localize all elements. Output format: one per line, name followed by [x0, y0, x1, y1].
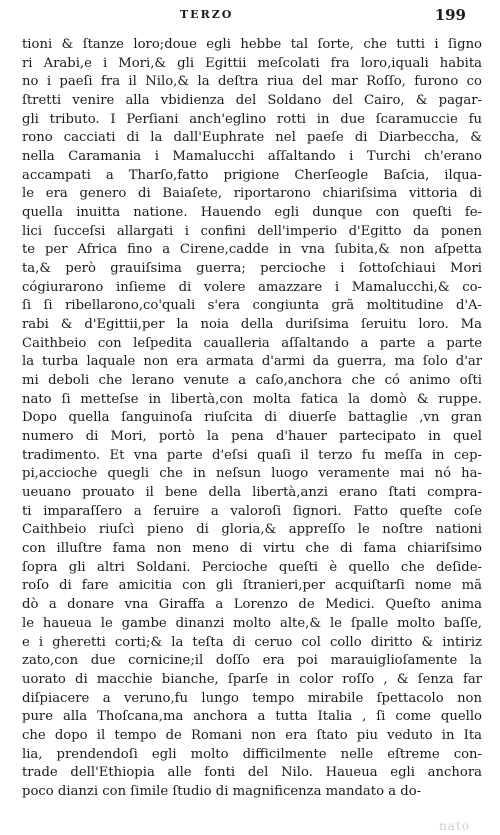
text-line: nato ſi metteſse in libertà,con molta fatica la domò & ruppe. [22, 391, 482, 407]
text-line: le haueua le gambe dinanzi molto alte,& le ſpalle molto baſſe, [22, 615, 482, 631]
text-line: te per Africa fino a Cirene,cadde in vna ſubita,& non aſpetta [22, 242, 482, 258]
text-line: gli tributo. I Perſiani anch'eglino rotti in due ſcaramuccie fu [22, 111, 482, 127]
text-line: Dopo quella ſanguinoſa riuſcita di diuerſe battaglie ,vn gran [22, 410, 482, 426]
text-line: pi,accioche quegli che in neſsun luogo veramente mai nó ha- [22, 466, 482, 482]
text-line: ri Arabi,e i Mori,& gli Egittii meſcolati fra loro,iquali habita [22, 55, 482, 71]
text-line: accampati a Tharſo,fatto prigione Cherſeogle Baſcia, ilqua- [22, 167, 482, 183]
running-head: TERZO [180, 8, 234, 21]
text-line: la turba laquale non era armata d'armi da guerra, ma ſolo d'ar [22, 354, 482, 370]
text-line: diſpiacere a veruno,fu lungo tempo mirabile ſpettacolo non [22, 690, 482, 706]
text-line: zato,con due cornicine;il doſſo era poi marauiglioſamente la [22, 653, 482, 669]
text-line: roſo di fare amicitia con gli ſtranieri,per acquiſtarſi nome mã [22, 578, 482, 594]
text-line: pure alla Thoſcana,ma anchora a tutta Italia , ſi come quello [22, 709, 482, 725]
text-line: trade dell'Ethiopia alle fonti del Nilo. Haueua egli anchora [22, 765, 482, 781]
text-line: le era genero di Baiaſete, riportarono chiariſsima vittoria di [22, 186, 482, 202]
text-line: lia, prendendoſi egli molto difficilmente nelle eſtreme con- [22, 746, 482, 762]
text-line: ti imparaſſero a ſeruire a valoroſi ſignori. Fatto queſte coſe [22, 503, 482, 519]
text-line: ſopra gli altri Soldani. Percioche queſti è quello che deſide- [22, 559, 482, 575]
text-line: con illuſtre fama non meno di virtu che di fama chiariſsimo [22, 541, 482, 557]
text-line: numero di Mori, portò la pena d'hauer partecipato in quel [22, 429, 482, 445]
text-line: tradimento. Et vna parte d'eſsi quaſi il terzo fu meſſa in cep- [22, 447, 482, 463]
text-line: rabi & d'Egittii,per la noia della duriſsima ſeruitu loro. Ma [22, 317, 482, 333]
text-line: mi deboli che lerano venute a caſo,anchora che có animo oſti [22, 373, 482, 389]
text-line: Caithbeio riuſcì pieno di gloria,& appreſſo le noſtre nationi [22, 522, 482, 538]
text-line: ſtretti venire alla vbidienza del Soldano del Cairo, & pagar- [22, 93, 482, 109]
text-line: ſi ſi ribellarono,co'quali s'era congiunta grã moltitudine d'A- [22, 298, 482, 314]
text-line: uorato di macchie bianche, ſparſe in color roſſo , & ſenza far [22, 671, 482, 687]
page-number: 199 [434, 6, 466, 24]
text-line: no i paeſi fra il Nilo,& la deſtra riua del mar Roſſo, furono co [22, 74, 482, 90]
text-line: cógiurarono inſieme di volere amazzare i Mamalucchi,& co- [22, 279, 482, 295]
text-line: poco dianzi con ſimile ſtudio di magnificenza mandato a do- [22, 783, 422, 799]
text-line: tioni & ſtanze loro;doue egli hebbe tal ſorte, che tutti i ſigno [22, 37, 482, 52]
text-line: ta,& però grauiſsima guerra; percioche i ſottoſchiaui Mori [22, 261, 482, 277]
text-line: dò a donare vna Giraffa a Lorenzo de Medici. Queſto anima [22, 597, 482, 613]
text-line: ueuano prouato il bene della libertà,anzi erano ſtati compra- [22, 485, 482, 501]
text-line: che dopo il tempo de Romani non era ſtato piu veduto in Ita [22, 727, 482, 743]
text-line: rono cacciati di la dall'Euphrate nel paeſe di Diarbeccha, & [22, 130, 482, 146]
text-line: quella inuitta natione. Hauendo egli dunque con queſti fe- [22, 205, 482, 221]
text-line: Caithbeio con leſpedita caualleria aſſaltando a parte a parte [22, 335, 482, 351]
text-line: e i gheretti corti;& la teſta di ceruo col collo diritto & intiriz [22, 634, 482, 650]
body-text [22, 36, 482, 802]
text-line: lici ſucceſsi allargati i confini dell'imperio d'Egitto da ponen [22, 223, 482, 239]
catchword: nato [439, 819, 470, 833]
text-line: nella Caramania i Mamalucchi aſſaltando i Turchi ch'erano [22, 149, 482, 165]
